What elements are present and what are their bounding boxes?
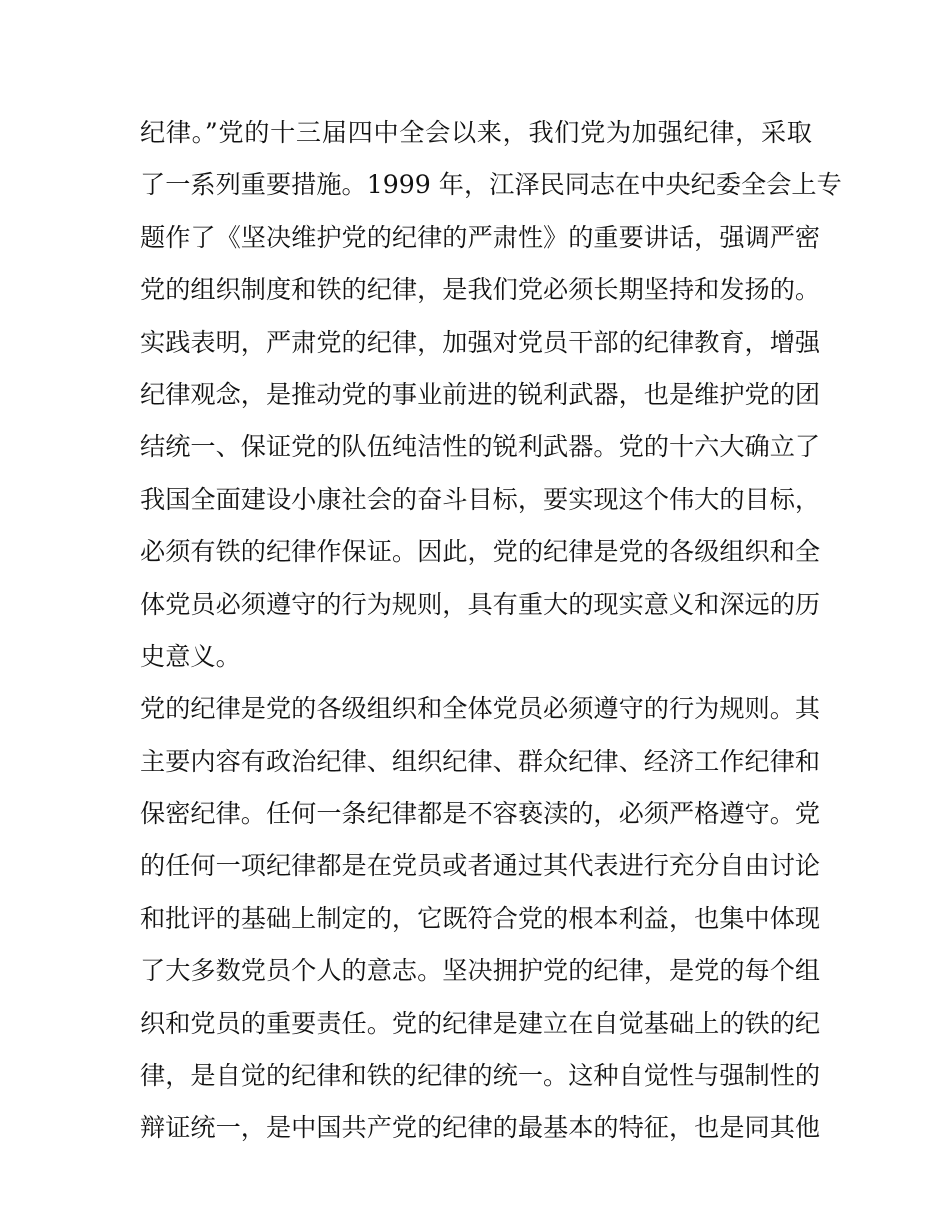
- text-line: 党的组织制度和铁的纪律，是我们党必须长期坚持和发扬的。: [140, 275, 821, 305]
- text-line: 体党员必须遵守的行为规则，具有重大的现实意义和深远的历: [140, 589, 821, 619]
- paragraph-1: [140, 107, 842, 683]
- document-body: [140, 107, 842, 1155]
- text-line: 了一系列重要措施。1999 年，江泽民同志在中央纪委全会上专: [140, 170, 842, 200]
- text-line: 主要内容有政治纪律、组织纪律、群众纪律、经济工作纪律和: [140, 746, 821, 776]
- text-line: 题作了《坚决维护党的纪律的严肃性》的重要讲话，强调严密: [140, 222, 821, 252]
- text-line: 律，是自觉的纪律和铁的纪律的统一。这种自觉性与强制性的: [140, 1061, 821, 1091]
- text-line: 实践表明，严肃党的纪律，加强对党员干部的纪律教育，增强: [140, 327, 821, 357]
- text-line: 史意义。: [140, 641, 241, 671]
- text-line: 了大多数党员个人的意志。坚决拥护党的纪律，是党的每个组: [140, 956, 821, 986]
- text-line: 的任何一项纪律都是在党员或者通过其代表进行充分自由讨论: [140, 851, 821, 881]
- paragraph-2: [140, 683, 821, 1155]
- text-line: 党的纪律是党的各级组织和全体党员必须遵守的行为规则。其: [140, 694, 821, 724]
- text-line: 必须有铁的纪律作保证。因此，党的纪律是党的各级组织和全: [140, 537, 821, 567]
- text-line: 纪律观念，是推动党的事业前进的锐利武器，也是维护党的团: [140, 379, 821, 409]
- text-line: 保密纪律。任何一条纪律都是不容亵渎的，必须严格遵守。党: [140, 799, 821, 829]
- text-line: 和批评的基础上制定的，它既符合党的根本利益，也集中体现: [140, 903, 821, 933]
- text-line: 我国全面建设小康社会的奋斗目标，要实现这个伟大的目标，: [140, 484, 821, 514]
- text-line: 织和党员的重要责任。党的纪律是建立在自觉基础上的铁的纪: [140, 1008, 821, 1038]
- text-line: 纪律。”党的十三届四中全会以来，我们党为加强纪律，采取: [140, 118, 812, 147]
- text-line: 结统一、保证党的队伍纯洁性的锐利武器。党的十六大确立了: [140, 432, 821, 462]
- text-line: 辩证统一，是中国共产党的纪律的最基本的特征，也是同其他: [140, 1113, 821, 1143]
